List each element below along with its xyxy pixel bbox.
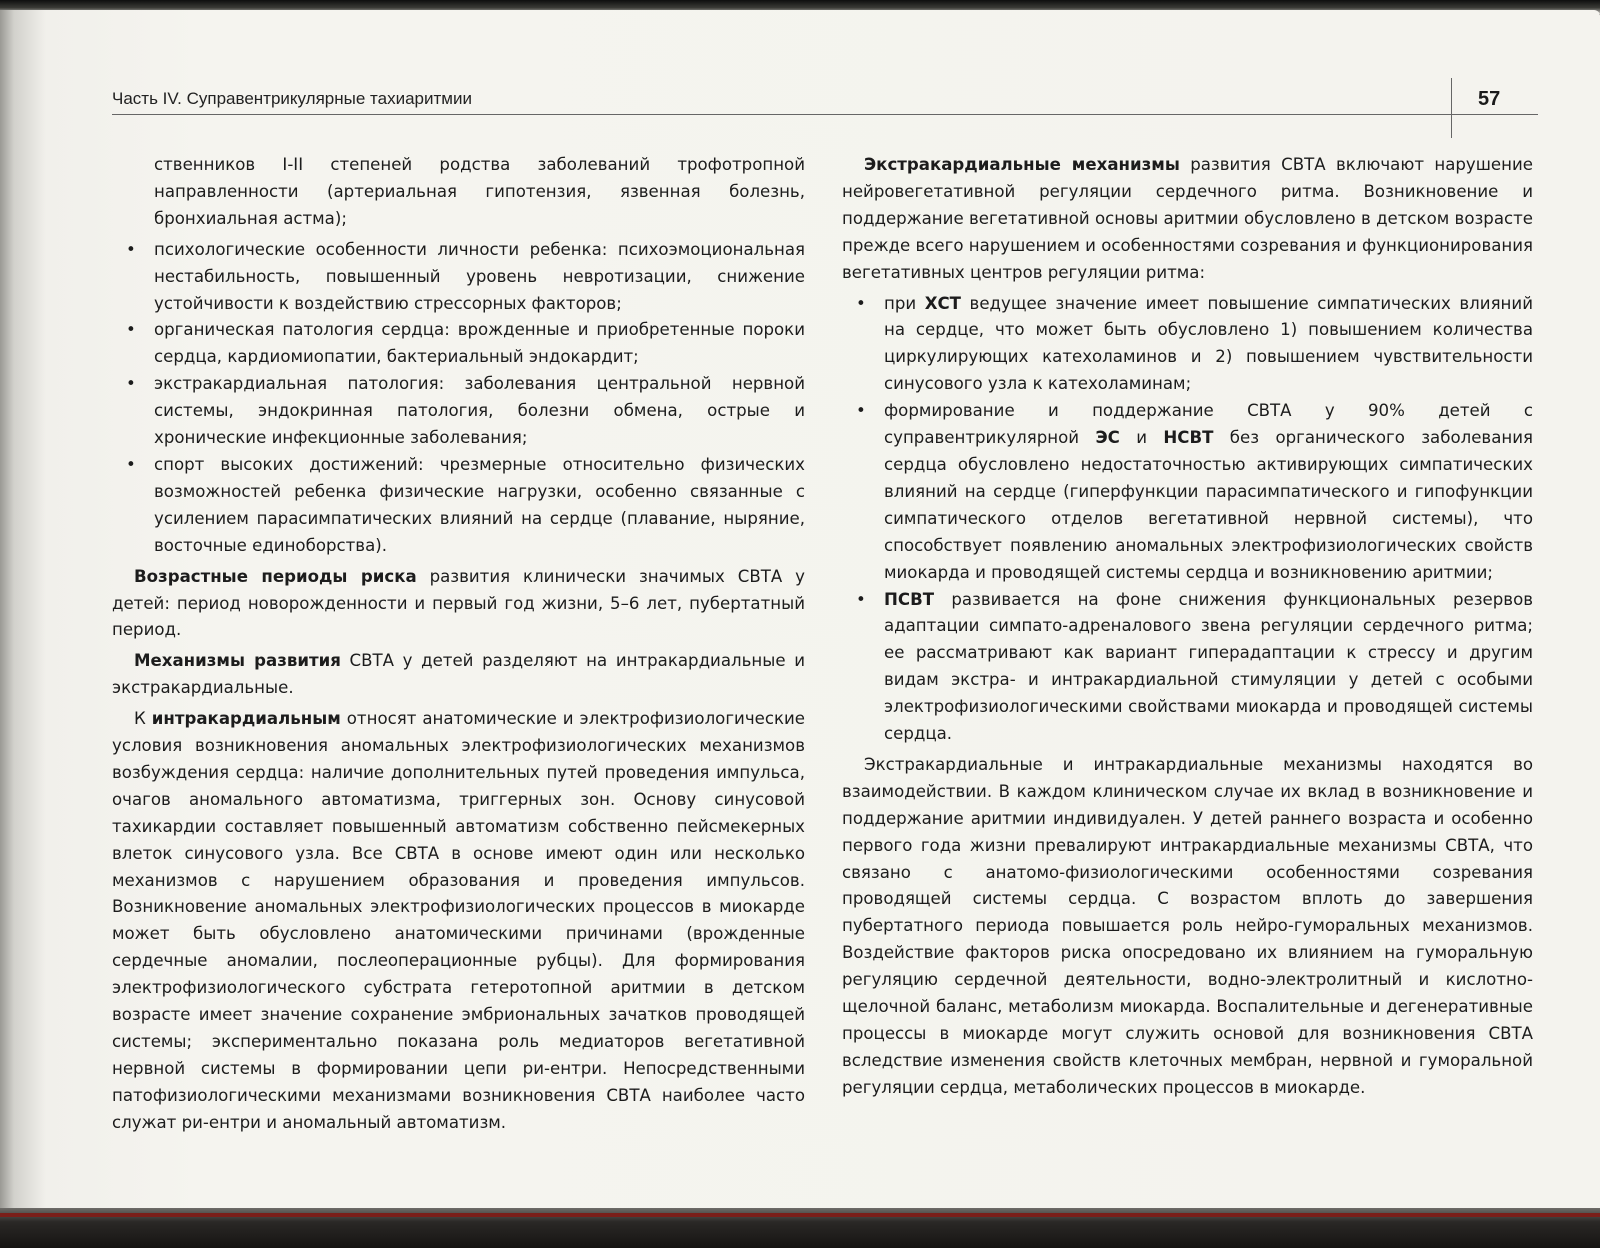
paragraph-mechanisms [112,648,805,702]
list-item-text: органическая патология сердца: врожденные и приобретенные пороки сердца, кардиомиопатии, бактериальный эндокардит; [154,320,805,367]
bullet-icon: • [126,239,136,259]
page-number: 57 [1478,88,1501,110]
list-item-text: ведущее значение имеет повышение симпатических влияний на сердце, что может быть обусловлено 1) повышением количества циркулирующих катехоламинов и 2) повышением чувствительности синусового узла к катехоламинам; [884,293,1533,394]
running-header: Часть IV. Суправентрикулярные тахиаритмии [112,89,472,108]
list-item [112,371,805,452]
bullet-icon: • [856,401,866,421]
list-item [112,317,805,371]
list-item [112,452,805,560]
risk-factor-list [112,237,805,560]
list-item [842,398,1533,586]
paragraph-text: развития клинически значимых СВТА у детей: период новорожденности и первый год жизни, 5–6 лет, пубертатный период. [112,566,805,640]
term-bold: ПСВТ [884,589,935,609]
list-item-text: формирование и поддержание СВТА у 90% детей с суправентрикулярной [884,401,1533,448]
list-item-text: и [1119,428,1164,448]
term-bold: НСВТ [1163,428,1214,448]
header-vertical-rule [1451,78,1452,138]
term-bold: интракардиальным [151,709,341,729]
paragraph-text: К [134,709,152,729]
list-item [112,237,805,318]
book-cover-stripe [0,1213,1600,1217]
term-bold: ХСТ [924,293,961,313]
list-item-text: спорт высоких достижений: чрезмерные относительно физических возможностей ребенка физические нагрузки, особенно связанные с усилением парасимпатических влияний на сердце (плавание, ныряние, восточные единоборства). [154,454,805,555]
bullet-icon: • [856,589,866,609]
header-rule [112,114,1538,115]
paragraph-text: СВТА у детей разделяют на интракардиальные и экстракардиальные. [112,651,805,698]
list-item [842,587,1533,748]
list-item-text: развивается на фоне снижения функциональных резервов адаптации симпато-адреналового звена регуляции сердечного ритма; ее рассматривают как вариант гиперадаптации к стрессу и другим видам экстра- и интракардиальной стимуляции у детей с особыми электрофизиологическими свойствами миокарда и проводящей системы сердца. [884,589,1533,744]
right-column [842,152,1533,1106]
paragraph-interaction: Экстракардиальные и интракардиальные механизмы находятся во взаимодействии. В каждом клиническом случае их вклад в возникновение и поддержание аритмии индивидуален. У детей раннего возраста и особенно первого года жизни превалируют интракардиальные механизмы СВТА, что связано с анатомо-физиологическими особенностями созревания проводящей системы сердца. С возрастом вплоть до завершения пубертатного периода повышается роль нейро-гуморальных механизмов. Воздействие факторов риска опосредовано их влиянием на гуморальную регуляцию сердечной деятельности, водно-электролитный и кислотно-щелочной баланс, метаболизм миокарда. Воспалительные и дегенеративные процессы в миокарде могут служить основой для возникновения СВТА вследствие изменения свойств клеточных мембран, нервной и гуморальной регуляции сердца, метаболических процессов в миокарде. [842,754,1533,1097]
term-bold: ЭС [1095,428,1120,448]
list-item-text: экстракардиальная патология: заболевания центральной нервной системы, эндокринная патология, болезни обмена, острые и хронические инфекционные заболевания; [154,374,805,448]
term-bold: Экстракардиальные механизмы [864,155,1180,174]
paragraph-intracardial [112,706,805,1137]
mechanism-list [842,291,1533,748]
paragraph-text: развития СВТА включают нарушение нейровегетативной регуляции сердечного ритма. Возникновение и поддержание вегетативной основы аритмии обусловлено в детском возрасте прежде всего нарушением и особенностями созревания и функционирования вегетативных центров регуляции ритма: [842,155,1534,282]
bullet-icon: • [126,454,136,474]
list-item-text: без органического заболевания сердца обусловлено недостаточностью активирующих симпатических влияний на сердце (гиперфункции парасимпатического и гипофункции симпатического отделов вегетативной нервной системы), что способствует появлению аномальных электрофизиологических свойств миокарда и проводящей системы сердца и возникновению аритмии; [884,428,1533,582]
list-item [842,291,1533,399]
list-item-text: психологические особенности личности ребенка: психоэмоциональная нестабильность, повышенный уровень невротизации, снижение устойчивости к воздействию стрессорных факторов; [154,239,805,313]
paragraph-extracardial [842,152,1533,287]
bullet-icon: • [856,293,866,313]
left-column [112,152,805,1141]
book-page [0,10,1600,1210]
term-bold: Возрастные периоды риска [134,566,417,586]
bullet-icon: • [126,320,136,340]
paragraph-text: относят анатомические и электрофизиологические условия возникновения аномальных электрофизиологических механизмов возбуждения сердца: наличие дополнительных путей проведения импульса, очагов аномального автоматизма, триггерных зон. Основу синусовой тахикардии составляет повышенный автоматизм собственно пейсмекерных влеток синусового узла. Все СВТА в основе имеют один или несколько механизмов с нарушением образования и проведения импульсов. Возникновение аномальных электрофизиологических процессов в миокарде может быть обусловлено анатомическими причинами (врожденные сердечные аномалии, послеоперационные рубцы). Для формирования электрофизиологического субстрата гетеротопной аритмии в детском возрасте имеет значение сохранение эмбриональных зачатков проводящей системы; экспериментально показана роль медиаторов вегетативной нервной системы в формировании цепи ри-ентри. Непосредственными патофизиологическими механизмами возникновения СВТА наиболее часто служат ри-ентри и аномальный автоматизм. [112,709,805,1132]
bullet-icon: • [126,374,136,394]
term-bold: Механизмы развития [134,651,341,671]
paragraph-risk-periods [112,564,805,645]
list-item-text: при [884,293,925,313]
bullet-continuation: ственников I-II степеней родства заболеваний трофотропной направленности (артериальная гипотензия, язвенная болезнь, бронхиальная астма); [154,155,805,228]
